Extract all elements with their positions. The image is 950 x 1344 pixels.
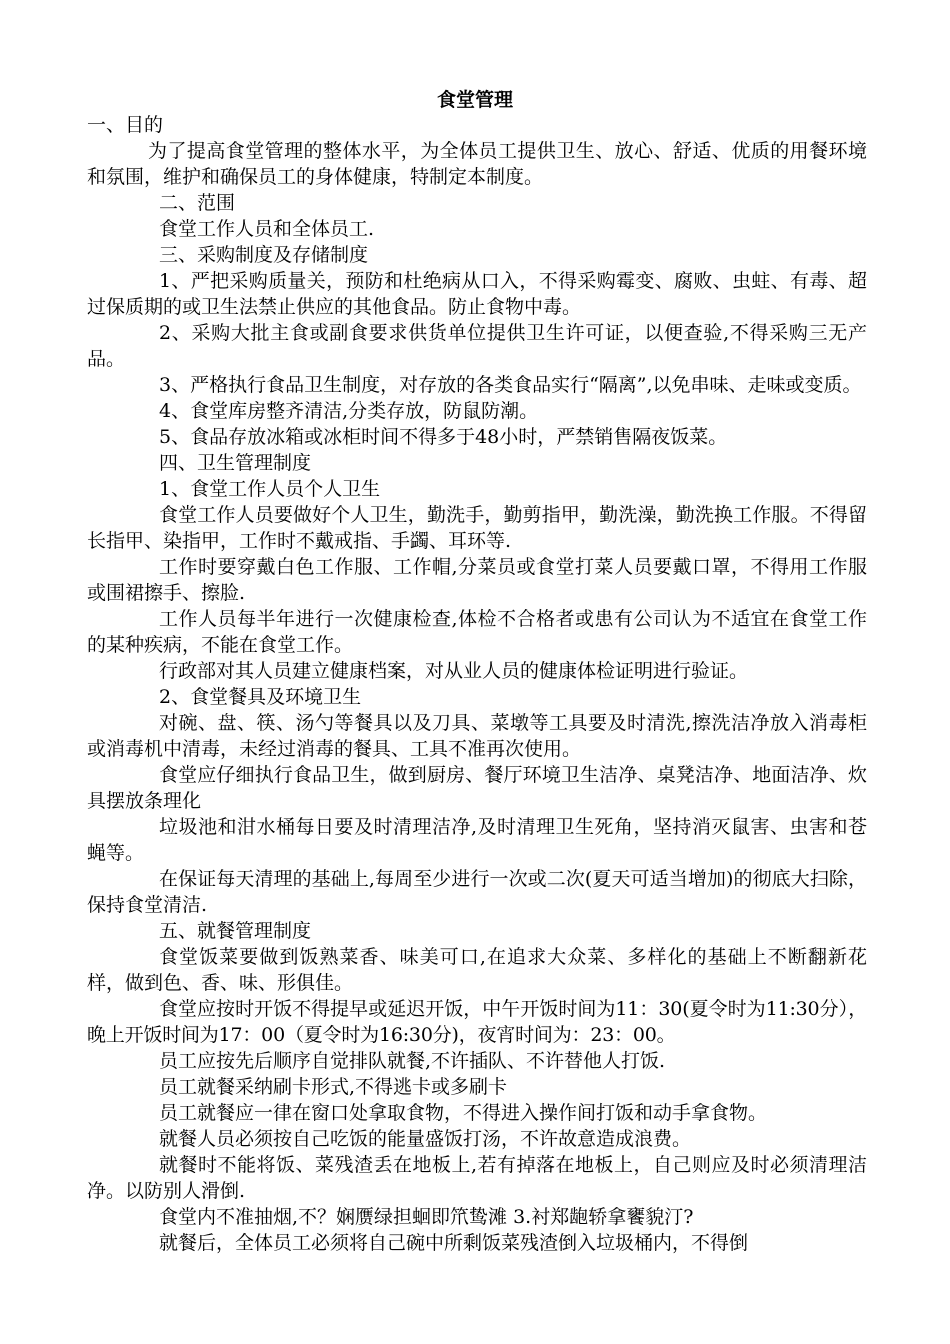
paragraph: 2、采购大批主食或副食要求供货单位提供卫生许可证，以便查验,不得采购三无产品。 [87, 322, 867, 370]
paragraph: 就餐人员必须按自己吃饭的能量盛饭打汤，不许故意造成浪费。 [159, 1128, 692, 1150]
paragraph: 工作时要穿戴白色工作服、工作帽,分菜员或食堂打菜人员要戴口罩，不得用工作服或围裙擦手、擦脸. [87, 556, 867, 604]
paragraph: 4、食堂库房整齐清洁,分类存放，防鼠防潮。 [159, 400, 539, 422]
section-heading-purpose: 一、目的 [87, 114, 164, 136]
paragraph: 5、食品存放冰箱或冰柜时间不得多于48小时，严禁销售隔夜饭菜。 [159, 426, 728, 448]
paragraph: 行政部对其人员建立健康档案，对从业人员的健康体检证明进行验证。 [159, 660, 749, 682]
paragraph: 3、严格执行食品卫生制度，对存放的各类食品实行“隔离”,以免串味、走味或变质。 [159, 374, 862, 396]
paragraph: 食堂工作人员要做好个人卫生，勤洗手，勤剪指甲，勤洗澡，勤洗换工作服。不得留长指甲、染指甲，工作时不戴戒指、手蠲、耳环等. [87, 504, 867, 552]
section-heading-scope: 二、范围 [159, 192, 236, 214]
section-heading-hygiene: 四、卫生管理制度 [159, 452, 312, 474]
subheading-personal-hygiene: 1、食堂工作人员个人卫生 [159, 478, 381, 500]
paragraph: 食堂饭菜要做到饭熟菜香、味美可口,在追求大众菜、多样化的基础上不断翻新花样，做到色、香、味、形俱佳。 [87, 946, 867, 994]
paragraph: 食堂应仔细执行食品卫生，做到厨房、餐厅环境卫生洁净、桌凳洁净、地面洁净、炊具摆放条理化 [87, 764, 867, 812]
section-heading-dining: 五、就餐管理制度 [159, 920, 312, 942]
page-title: 食堂管理 [436, 89, 513, 111]
paragraph: 员工就餐采纳刷卡形式,不得逃卡或多刷卡 [159, 1076, 508, 1098]
paragraph: 员工就餐应一律在窗口处拿取食物，不得进入操作间打饭和动手拿食物。 [159, 1102, 768, 1124]
paragraph: 食堂应按时开饭不得提早或延迟开饭，中午开饭时间为11：30(夏令时为11:30分），晚上开饭时间为17：00（夏令时为16:30分)，夜宵时间为：23：00。 [87, 998, 867, 1046]
paragraph: 员工应按先后顺序自觉排队就餐,不许插队、不许替他人打饭. [159, 1050, 666, 1072]
subheading-tableware-hygiene: 2、食堂餐具及环境卫生 [159, 686, 362, 708]
document-body [87, 112, 867, 1256]
paragraph: 为了提高食堂管理的整体水平，为全体员工提供卫生、放心、舒适、优质的用餐环境和氛围，维护和确保员工的身体健康，特制定本制度。 [87, 140, 867, 188]
paragraph: 在保证每天清理的基础上,每周至少进行一次或二次(夏天可适当增加)的彻底大扫除，保持食堂清洁. [87, 868, 867, 916]
paragraph: 垃圾池和泔水桶每日要及时清理洁净,及时清理卫生死角，坚持消灭鼠害、虫害和苍蝇等。 [87, 816, 867, 864]
paragraph: 就餐时不能将饭、菜残渣丢在地板上,若有掉落在地板上，自己则应及时必须清理洁净。以防别人滑倒. [87, 1154, 867, 1202]
paragraph: 食堂内不准抽烟,不？娴赝绿担蛔即笊鸷滩 3.衬郑龅轿拿饔貌汀? [159, 1206, 694, 1228]
paragraph: 食堂工作人员和全体员工. [159, 218, 375, 240]
paragraph: 1、严把采购质量关，预防和杜绝病从口入，不得采购霉变、腐败、虫蛀、有毒、超过保质期的或卫生法禁止供应的其他食品。防止食物中毒。 [87, 270, 867, 318]
section-heading-procurement: 三、采购制度及存储制度 [159, 244, 369, 266]
paragraph: 工作人员每半年进行一次健康检查,体检不合格者或患有公司认为不适宜在食堂工作的某种疾病，不能在食堂工作。 [87, 608, 867, 656]
paragraph: 就餐后，全体员工必须将自己碗中所剩饭菜残渣倒入垃圾桶内，不得倒 [159, 1232, 749, 1254]
paragraph: 对碗、盘、筷、汤勺等餐具以及刀具、菜墩等工具要及时清洗,擦洗洁净放入消毒柜或消毒机中清毒，未经过消毒的餐具、工具不准再次使用。 [87, 712, 867, 760]
